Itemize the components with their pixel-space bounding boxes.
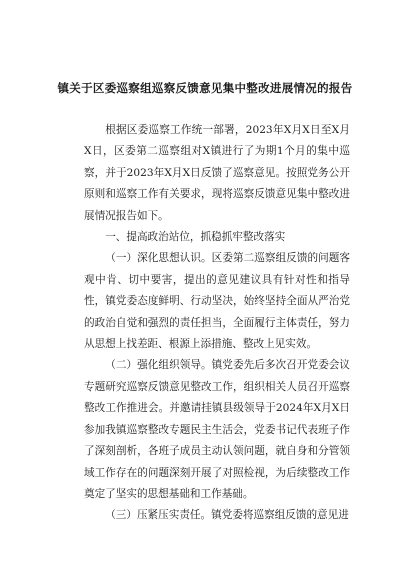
paragraph-intro: 根据区委巡察工作统一部署，2023年X月X日至X月X日，区委第二巡察组对X镇进行了为期1个月的集中巡察，并于2023年X月X日反馈了巡察意见。按照党务公开原则和巡察工作有关要求，现将巡察反馈意见集中整改进展情况报告如下。	[84, 124, 350, 222]
section-heading-1: 一、提高政治站位，抓稳抓牢整改落实	[105, 231, 286, 244]
paragraph-item-2: （二）强化组织领导。镇党委先后多次召开党委会议专题研究巡察反馈意见整改工作，组织相关人员召开巡察整改工作推进会。并邀请挂镇县级领导于2024年X月X日参加我镇巡察整改专题民主生活会，党委书记代表班子作了深刻剖析，各班子成员主动认领问题，就自身和分管领域工作存在的问题深刻开展了对照检视，为后续整改工作奠定了坚实的思想基础和工作基础。	[84, 359, 350, 500]
document-body	[84, 120, 350, 527]
paragraph-item-1: （一）深化思想认识。区委第二巡察组反馈的问题客观中肯、切中要害，提出的意见建议具有针对性和指导性，镇党委态度鲜明、行动坚决，始终坚持全面从严治党的政治自觉和强烈的责任担当，全面履行主体责任，努力从思想上找差距、根源上添措施、整改上见实效。	[84, 252, 350, 351]
paragraph-item-3: （三）压紧压实责任。镇党委将巡察组反馈的意见进	[105, 509, 349, 522]
document-title: 镇关于区委巡察组巡察反馈意见集中整改进展情况的报告	[57, 81, 353, 95]
